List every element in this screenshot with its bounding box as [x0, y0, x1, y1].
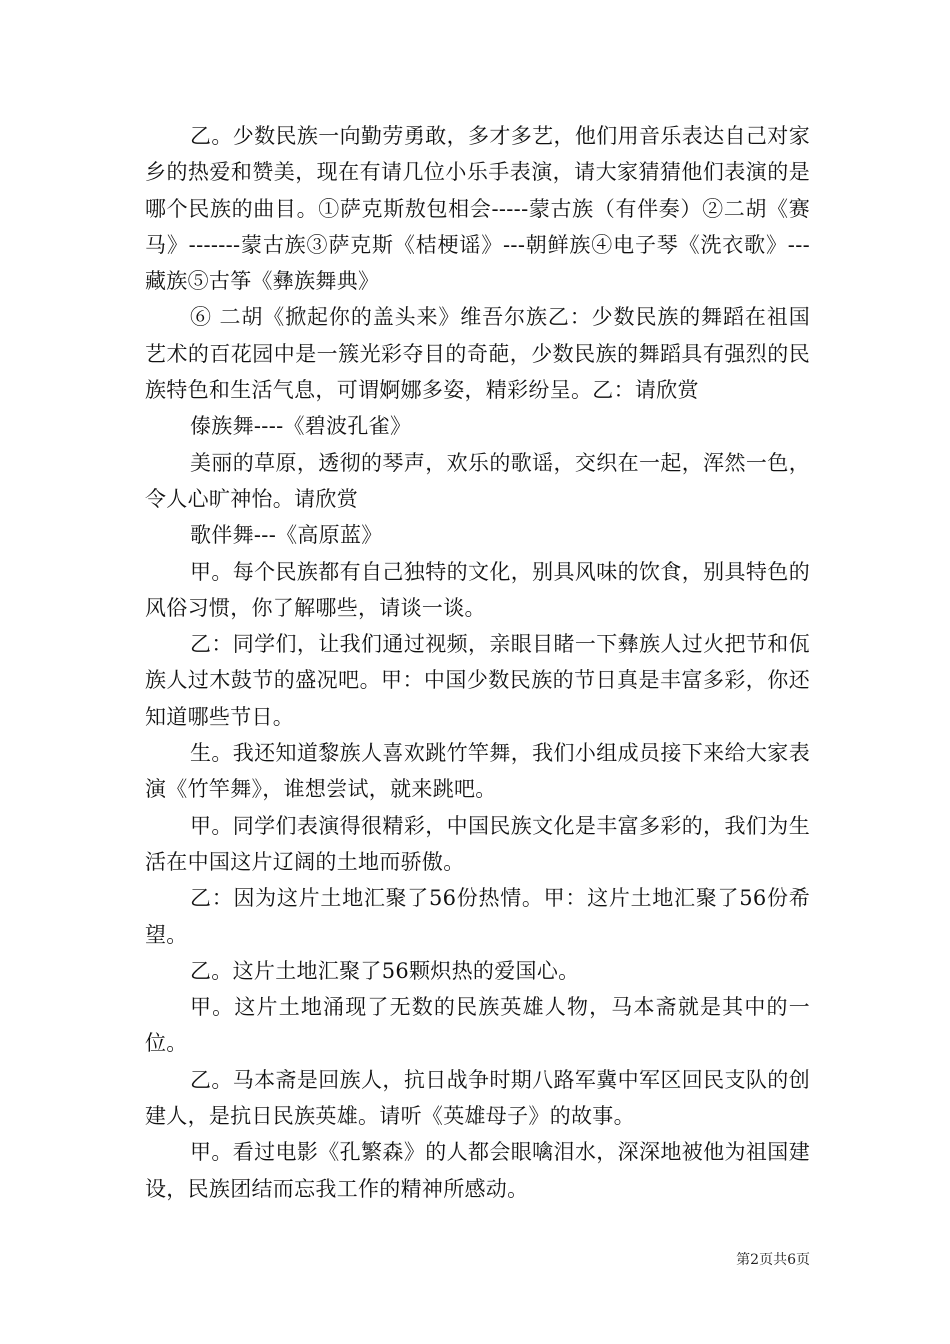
paragraph: 傣族舞----《碧波孔雀》	[190, 414, 412, 439]
paragraph: 美丽的草原，透彻的琴声，欢乐的歌谣，交织在一起，浑然一色，令人心旷神怡。请欣赏	[145, 450, 810, 511]
paragraph: 甲。看过电影《孔繁森》的人都会眼噙泪水，深深地被他为祖国建设，民族团结而忘我工作的精神所感动。	[145, 1140, 810, 1201]
page-number: 第2页共6页	[736, 1252, 810, 1268]
paragraph: 乙。马本斋是回族人，抗日战争时期八路军冀中军区回民支队的创建人，是抗日民族英雄。请听《英雄母子》的故事。	[145, 1067, 810, 1129]
paragraph: 甲。每个民族都有自己独特的文化，别具风味的饮食，别具特色的风俗习惯，你了解哪些，请谈一谈。	[145, 559, 810, 620]
paragraph: 生。我还知道黎族人喜欢跳竹竿舞，我们小组成员接下来给大家表演《竹竿舞》，谁想尝试，就来跳吧。	[145, 741, 810, 802]
paragraph: 乙：同学们，让我们通过视频，亲眼目睹一下彝族人过火把节和佤族人过木鼓节的盛况吧。甲：中国少数民族的节日真是丰富多彩，你还知道哪些节日。	[145, 632, 810, 729]
paragraph: ⑥ 二胡《掀起你的盖头来》维吾尔族乙：少数民族的舞蹈在祖国艺术的百花园中是一簇光彩夺目的奇葩，少数民族的舞蹈具有强烈的民族特色和生活气息，可谓婀娜多姿，精彩纷呈。乙：请欣赏	[145, 305, 810, 403]
paragraph: 歌伴舞---《高原蓝》	[190, 523, 383, 548]
paragraph: 甲。这片土地涌现了无数的民族英雄人物，马本斋就是其中的一位。	[145, 995, 810, 1056]
paragraph: 甲。同学们表演得很精彩，中国民族文化是丰富多彩的，我们为生活在中国这片辽阔的土地而骄傲。	[145, 813, 810, 874]
paragraph: 乙。这片土地汇聚了56颗炽热的爱国心。	[190, 958, 580, 983]
paragraph: 乙。少数民族一向勤劳勇敢，多才多艺，他们用音乐表达自己对家乡的热爱和赞美，现在有请几位小乐手表演，请大家猜猜他们表演的是哪个民族的曲目。①萨克斯敖包相会-----蒙古族（有伴奏）②二胡《赛马》-------蒙古族③萨克斯《桔梗谣》---朝鲜族④电子琴《洗衣歌》---藏族⑤古筝《彝族舞典》	[145, 124, 810, 294]
paragraph: 乙：因为这片土地汇聚了56份热情。甲：这片土地汇聚了56份希望。	[145, 886, 810, 947]
body-text	[145, 118, 810, 1207]
